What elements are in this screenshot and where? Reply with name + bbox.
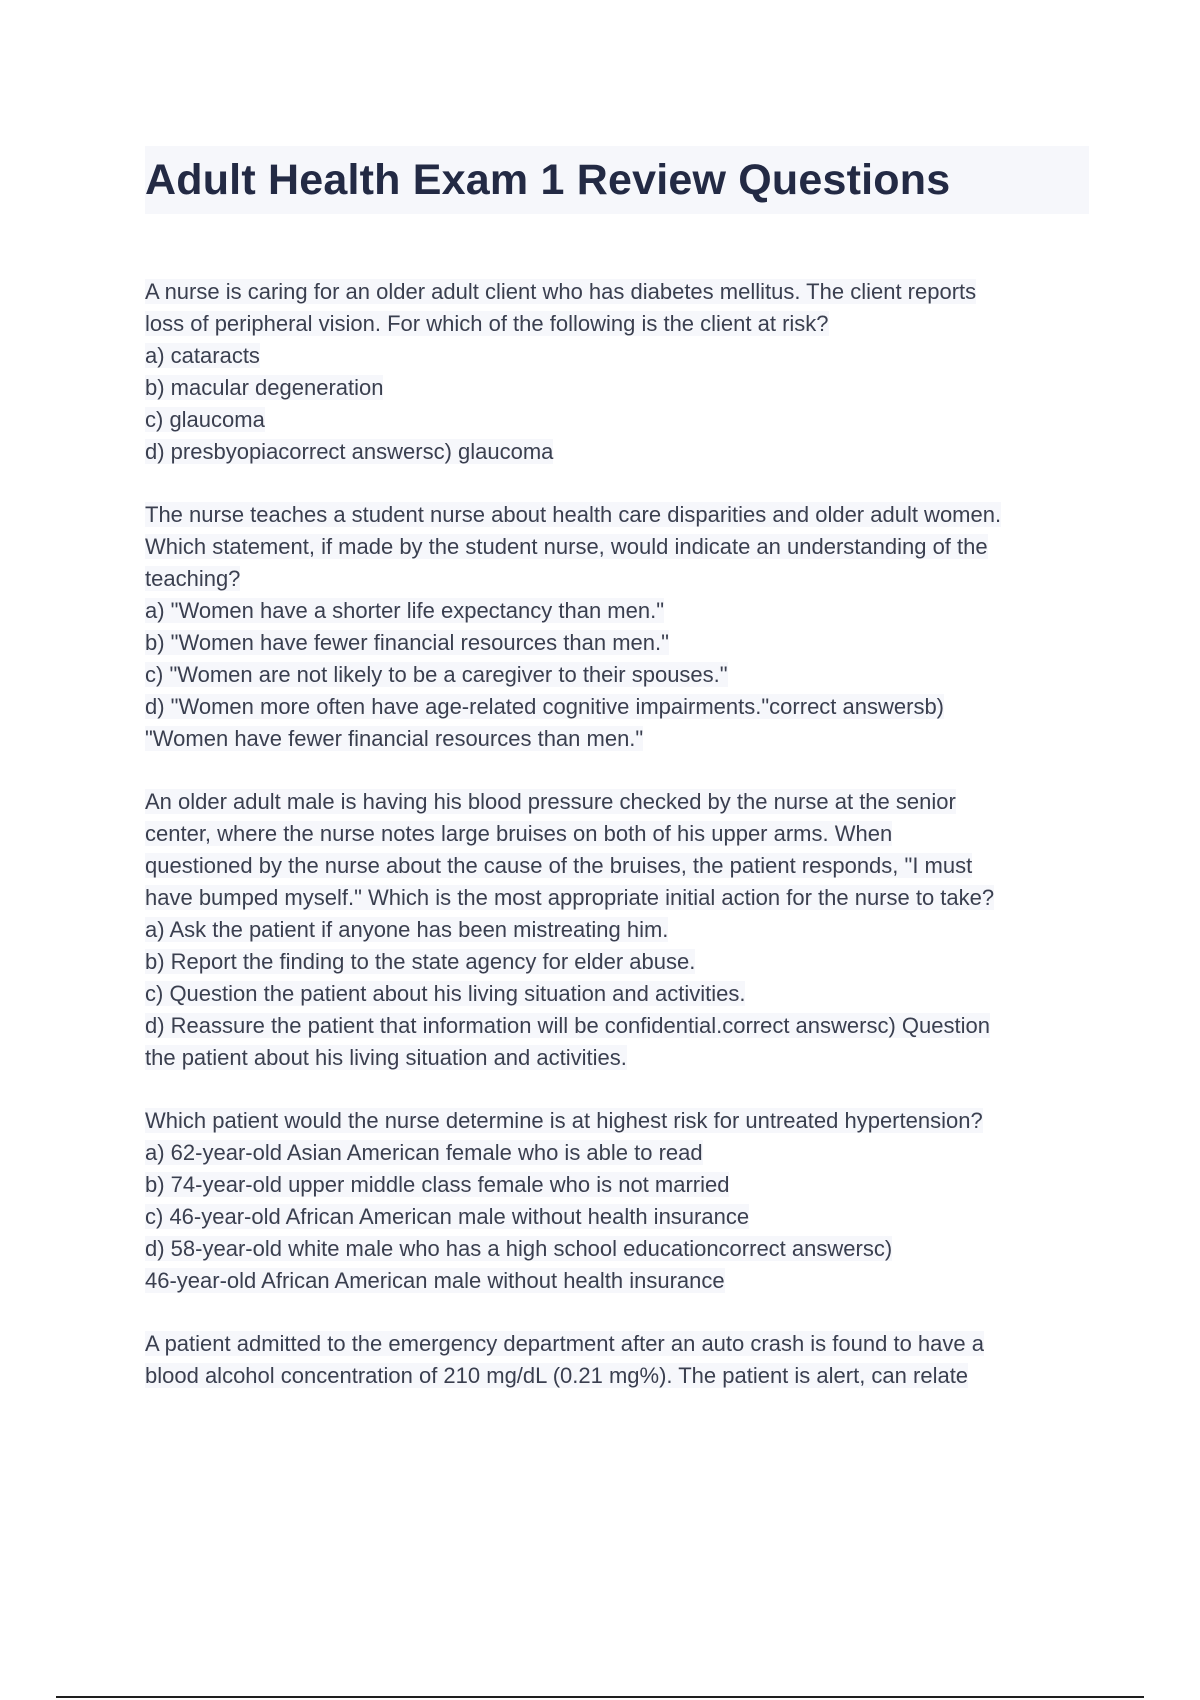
question-line: A patient admitted to the emergency department after an auto crash is found to have a xyxy=(145,1331,984,1356)
question-block xyxy=(145,276,1095,468)
answer-option: d) "Women more often have age-related cognitive impairments."correct answersb) xyxy=(145,694,945,719)
question-line: questioned by the nurse about the cause of the bruises, the patient responds, "I must xyxy=(145,853,973,878)
answer-option: b) 74-year-old upper middle class female who is not married xyxy=(145,1172,730,1197)
answer-option: d) presbyopiacorrect answersc) glaucoma xyxy=(145,439,554,464)
answer-option: b) "Women have fewer financial resources than men." xyxy=(145,630,669,655)
question-line: The nurse teaches a student nurse about health care disparities and older adult women. xyxy=(145,502,1002,527)
question-line: A nurse is caring for an older adult client who has diabetes mellitus. The client reports xyxy=(145,279,977,304)
question-block xyxy=(145,786,1095,1074)
answer-option: "Women have fewer financial resources than men." xyxy=(145,726,644,751)
question-block xyxy=(145,1328,1095,1392)
answer-option: 46-year-old African American male without health insurance xyxy=(145,1268,725,1293)
question-list xyxy=(145,276,1095,1423)
question-line: Which patient would the nurse determine is at highest risk for untreated hypertension? xyxy=(145,1108,983,1133)
question-line: center, where the nurse notes large bruises on both of his upper arms. When xyxy=(145,821,893,846)
question-line: blood alcohol concentration of 210 mg/dL (0.21 mg%). The patient is alert, can relate xyxy=(145,1363,969,1388)
answer-option: a) Ask the patient if anyone has been mistreating him. xyxy=(145,917,669,942)
answer-option: a) cataracts xyxy=(145,343,260,368)
answer-option: a) 62-year-old Asian American female who is able to read xyxy=(145,1140,703,1165)
question-block xyxy=(145,1105,1095,1297)
question-line: Which statement, if made by the student nurse, would indicate an understanding of the xyxy=(145,534,988,559)
answer-option: b) macular degeneration xyxy=(145,375,384,400)
document-title: Adult Health Exam 1 Review Questions xyxy=(145,156,951,204)
footer-divider xyxy=(56,1696,1144,1698)
question-block xyxy=(145,499,1095,755)
answer-option: c) glaucoma xyxy=(145,407,265,432)
question-line: have bumped myself." Which is the most appropriate initial action for the nurse to take? xyxy=(145,885,995,910)
question-line: An older adult male is having his blood pressure checked by the nurse at the senior xyxy=(145,789,956,814)
answer-option: c) Question the patient about his living situation and activities. xyxy=(145,981,746,1006)
answer-option: b) Report the finding to the state agency for elder abuse. xyxy=(145,949,696,974)
answer-option: d) 58-year-old white male who has a high school educationcorrect answersc) xyxy=(145,1236,893,1261)
question-line: loss of peripheral vision. For which of the following is the client at risk? xyxy=(145,311,829,336)
answer-option: d) Reassure the patient that information will be confidential.correct answersc) Question xyxy=(145,1013,990,1038)
answer-option: a) "Women have a shorter life expectancy than men." xyxy=(145,598,665,623)
question-line: teaching? xyxy=(145,566,241,591)
answer-option: the patient about his living situation and activities. xyxy=(145,1045,627,1070)
answer-option: c) 46-year-old African American male without health insurance xyxy=(145,1204,750,1229)
answer-option: c) "Women are not likely to be a caregiver to their spouses." xyxy=(145,662,728,687)
